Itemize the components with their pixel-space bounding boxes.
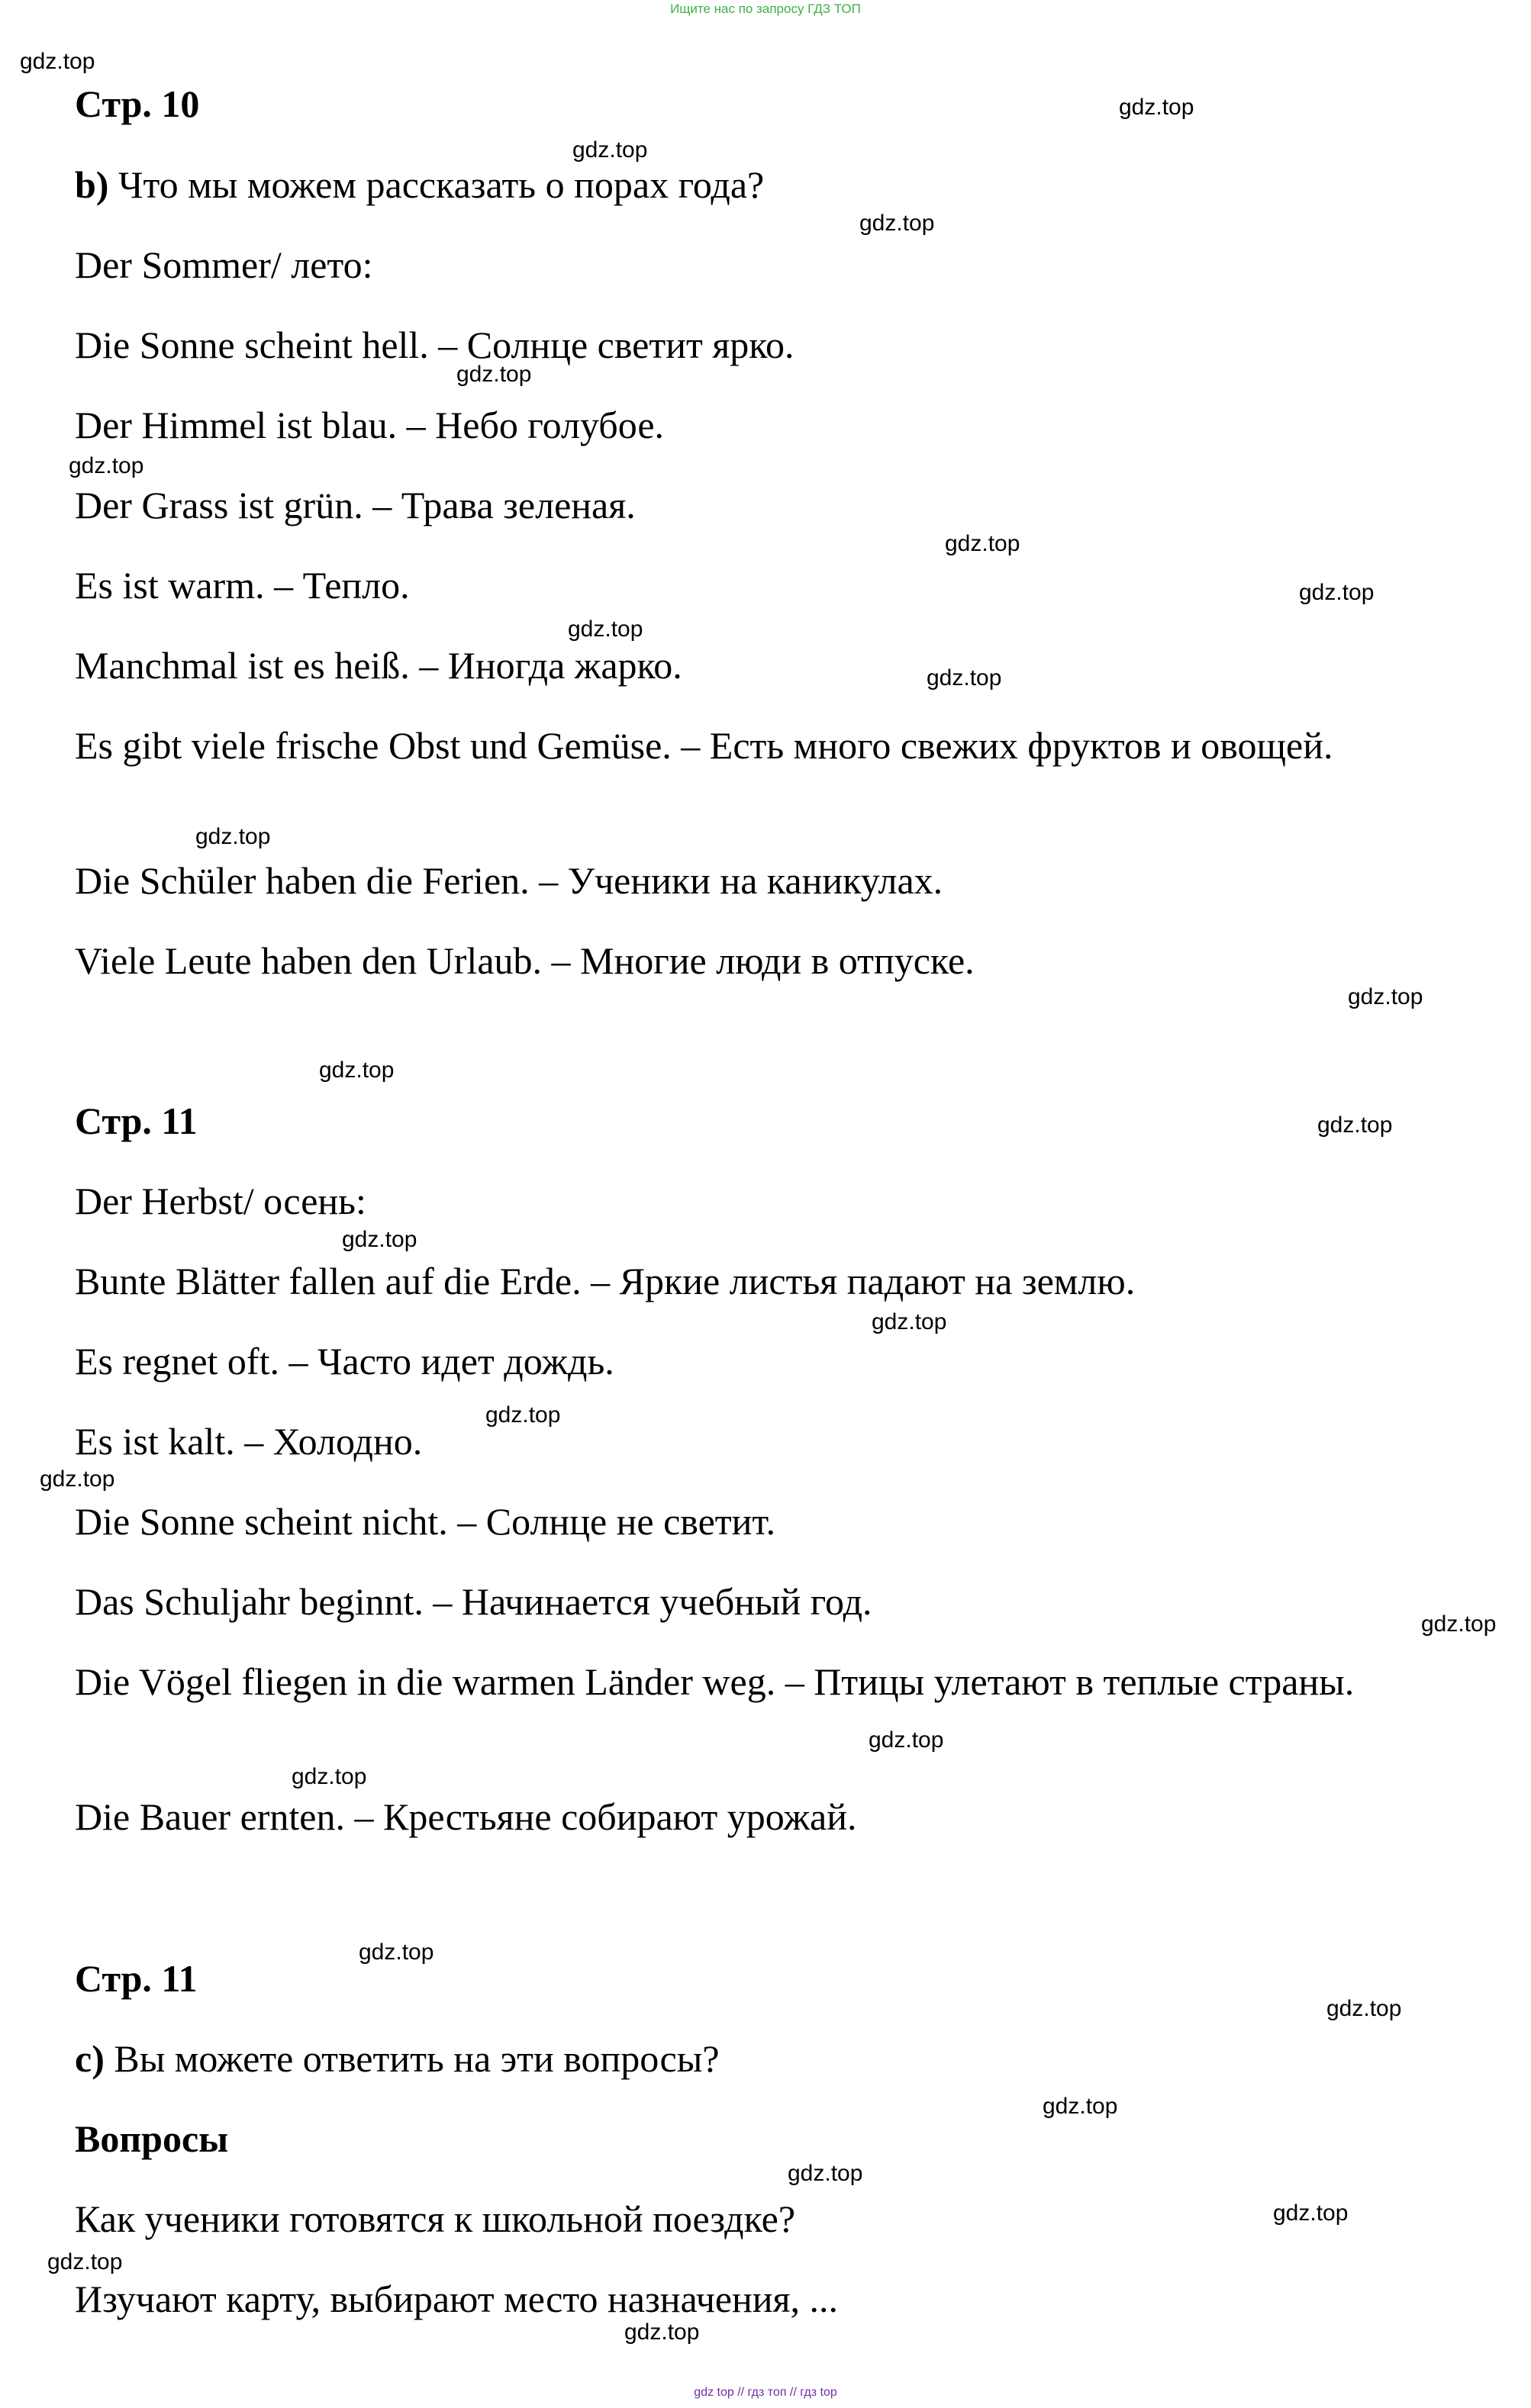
autumn-line: Es regnet oft. – Часто идет дождь. [75, 1340, 614, 1383]
watermark-text: gdz.top [1326, 1996, 1402, 2021]
watermark-text: gdz.top [20, 49, 95, 74]
watermark-text: gdz.top [624, 2319, 700, 2345]
watermark-text: gdz.top [859, 211, 935, 236]
watermark-text: gdz.top [47, 2249, 123, 2274]
watermark-text: gdz.top [1348, 984, 1423, 1009]
watermark-text: gdz.top [927, 665, 1002, 691]
task-b [75, 157, 764, 212]
watermark-text: gdz.top [69, 453, 144, 478]
watermark-text: gdz.top [342, 1227, 417, 1252]
summer-line: Die Sonne scheint hell. – Солнце светит ярко. [75, 324, 795, 366]
page-11-heading: Стр. 11 [75, 1099, 198, 1142]
question-line: Как ученики готовятся к школьной поездке? [75, 2197, 796, 2240]
bottom-banner: gdz top // гдз топ // гдз top [694, 2386, 837, 2399]
task-b-letter: b) [75, 163, 109, 206]
summer-line: Manchmal ist es heiß. – Иногда жарко. [75, 644, 682, 687]
watermark-text: gdz.top [485, 1402, 561, 1428]
watermark-text: gdz.top [1421, 1611, 1497, 1637]
watermark-text: gdz.top [40, 1466, 115, 1492]
page-11-heading-2: Стр. 11 [75, 1957, 198, 2000]
summer-line: Der Himmel ist blau. – Небо голубое. [75, 404, 665, 446]
task-b-text: Что мы можем рассказать о порах года? [108, 163, 765, 206]
watermark-text: gdz.top [456, 362, 532, 387]
watermark-text: gdz.top [1119, 95, 1194, 120]
summer-line: Es ist warm. – Тепло. [75, 564, 410, 607]
questions-subheading: Вопросы [75, 2117, 229, 2160]
watermark-text: gdz.top [359, 1940, 434, 1965]
summer-line: Der Grass ist grün. – Трава зеленая. [75, 484, 636, 526]
watermark-text: gdz.top [292, 1764, 367, 1789]
watermark-text: gdz.top [1043, 2094, 1118, 2119]
watermark-text: gdz.top [1317, 1112, 1393, 1138]
task-c [75, 2031, 720, 2086]
watermark-text: gdz.top [945, 531, 1020, 556]
watermark-text: gdz.top [872, 1309, 947, 1334]
autumn-line: Bunte Blätter fallen auf die Erde. – Яркие листья падают на землю. [75, 1260, 1136, 1302]
watermark-text: gdz.top [1299, 580, 1375, 605]
autumn-line: Das Schuljahr beginnt. – Начинается учебный год. [75, 1580, 872, 1623]
watermark-text: gdz.top [1273, 2200, 1349, 2226]
autumn-line: Die Vögel fliegen in die warmen Länder weg. – Птицы улетают в теплые страны. [75, 1660, 1355, 1703]
summer-line: Es gibt viele frische Obst und Gemüse. – Есть много свежих фруктов и овощей. [75, 724, 1333, 767]
watermark-text: gdz.top [195, 824, 271, 849]
task-c-text: Вы можете ответить на эти вопросы? [104, 2037, 720, 2080]
top-banner: Ищите нас по запросу ГДЗ ТОП [670, 2, 861, 16]
autumn-line: Es ist kalt. – Холодно. [75, 1420, 423, 1463]
autumn-line: Die Bauer ernten. – Крестьяне собирают урожай. [75, 1795, 857, 1838]
watermark-text: gdz.top [568, 616, 643, 642]
summer-line: Viele Leute haben den Urlaub. – Многие люди в отпуске. [75, 939, 975, 982]
answer-line: Изучают карту, выбирают место назначения, ... [75, 2278, 839, 2320]
watermark-text: gdz.top [319, 1058, 395, 1083]
task-c-letter: c) [75, 2037, 105, 2080]
watermark-text: gdz.top [788, 2161, 863, 2186]
summer-line: Die Schüler haben die Ferien. – Ученики на каникулах. [75, 859, 943, 902]
page-10-heading: Стр. 10 [75, 82, 200, 125]
watermark-text: gdz.top [572, 137, 648, 163]
autumn-line: Die Sonne scheint nicht. – Солнце не светит. [75, 1500, 775, 1543]
summer-title: Der Sommer/ лето: [75, 243, 373, 286]
autumn-title: Der Herbst/ осень: [75, 1180, 366, 1222]
watermark-text: gdz.top [869, 1727, 944, 1753]
